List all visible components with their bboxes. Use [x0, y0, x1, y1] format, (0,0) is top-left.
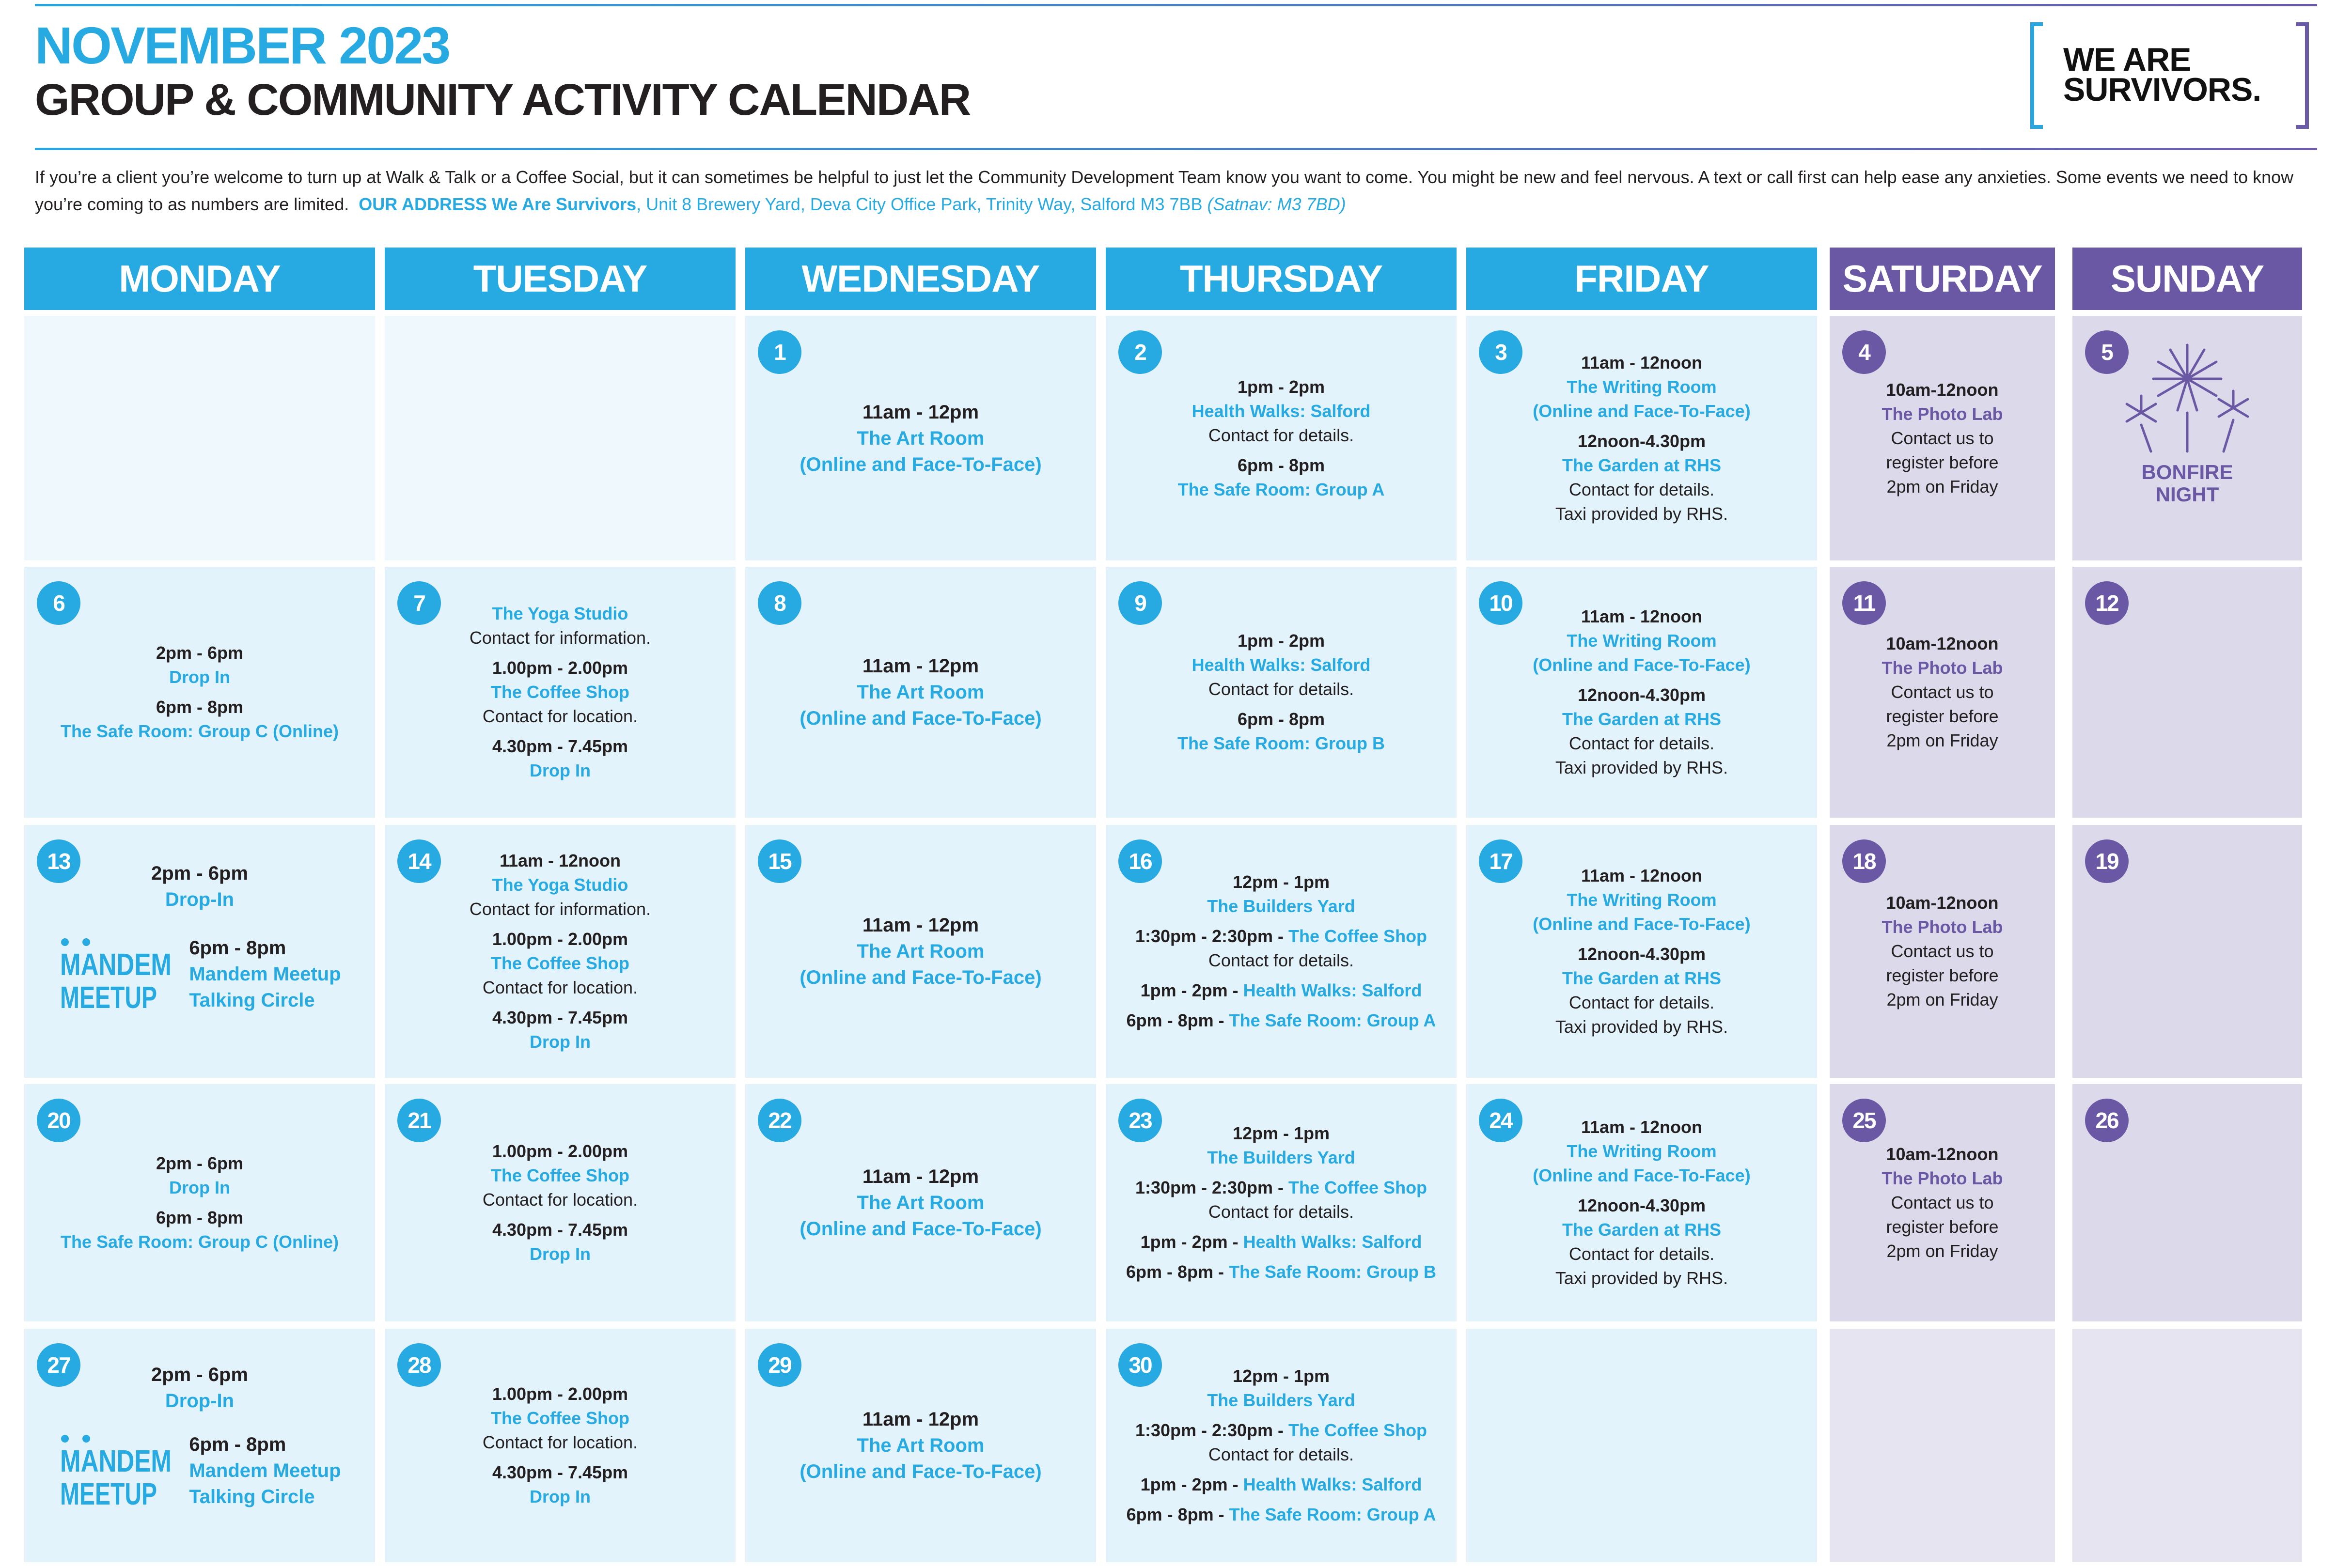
top-rule	[35, 4, 2317, 6]
date-badge: 27	[37, 1343, 80, 1387]
event-venue: The Photo Lab	[1882, 404, 2003, 424]
event-venue: The Safe Room: Group A	[1229, 1010, 1436, 1030]
event-venue: The Photo Lab	[1882, 658, 2003, 678]
event-note: Contact for details.	[1568, 733, 1715, 753]
event-time: 1pm - 2pm	[1237, 376, 1325, 397]
event-note: (Online and Face-To-Face)	[800, 1218, 1042, 1240]
event-time: 2pm - 6pm	[151, 863, 249, 884]
event-venue: The Coffee Shop	[490, 1408, 629, 1428]
date-badge: 13	[37, 839, 80, 883]
event-time: 1pm - 2pm	[1140, 1232, 1228, 1252]
calendar-cell-day-3	[1466, 316, 1817, 560]
event-time: 4.30pm - 7.45pm	[492, 736, 628, 756]
event-time: 12noon-4.30pm	[1577, 944, 1706, 964]
event-note: Taxi provided by RHS.	[1555, 503, 1728, 524]
page-title-month: NOVEMBER 2023	[35, 16, 450, 75]
calendar-cell-day-9	[1106, 567, 1457, 818]
event-separator: -	[1273, 926, 1289, 946]
event-time: 4.30pm - 7.45pm	[492, 1220, 628, 1240]
event-venue: The Garden at RHS	[1562, 1220, 1722, 1240]
calendar-cell-day-30	[1106, 1329, 1457, 1562]
event-venue: The Writing Room	[1567, 890, 1717, 910]
event-note: 2pm on Friday	[1886, 730, 1998, 750]
event-time: 4.30pm - 7.45pm	[492, 1008, 628, 1027]
event-note: Contact for details.	[1208, 950, 1354, 970]
event-time: 1:30pm - 2:30pm	[1135, 1420, 1273, 1440]
event-venue: Mandem Meetup	[189, 1460, 341, 1481]
calendar-cell-day-11	[1830, 567, 2055, 818]
calendar-cell-day-2	[1106, 316, 1457, 560]
event-time: 10am-12noon	[1886, 634, 1999, 653]
date-badge: 19	[2085, 839, 2129, 883]
event-venue: The Photo Lab	[1882, 1168, 2003, 1188]
event-note: Taxi provided by RHS.	[1555, 1268, 1728, 1288]
event-time: 10am-12noon	[1886, 893, 1999, 913]
event-note: (Online and Face-To-Face)	[800, 453, 1042, 475]
date-badge: 4	[1842, 330, 1886, 374]
day-header-sunday: SUNDAY	[2072, 248, 2302, 310]
event-venue: The Art Room	[857, 682, 985, 703]
date-badge: 5	[2085, 330, 2129, 374]
date-badge: 25	[1842, 1099, 1886, 1142]
calendar-cell-day-20	[24, 1084, 375, 1321]
event-time: 11am - 12noon	[1581, 352, 1703, 373]
logo-line-1: WE ARE	[2063, 41, 2191, 78]
event-venue: The Garden at RHS	[1562, 455, 1722, 475]
event-venue: The Coffee Shop	[1288, 1178, 1427, 1197]
event-note: Contact for location.	[482, 706, 638, 726]
event-note: (Online and Face-To-Face)	[1533, 655, 1751, 675]
mandem-logo-line-1: MANDEM	[60, 947, 172, 982]
event-time: 11am - 12noon	[1581, 606, 1703, 626]
event-note: 2pm on Friday	[1886, 1241, 1998, 1261]
calendar-cell-empty	[385, 316, 736, 560]
date-badge: 17	[1479, 839, 1522, 883]
event-time: 1pm - 2pm	[1237, 631, 1325, 651]
event-time: 11am - 12pm	[862, 1409, 979, 1430]
event-time: 1.00pm - 2.00pm	[492, 1141, 628, 1161]
date-badge: 2	[1118, 330, 1162, 374]
satnav-text: (Satnav: M3 7BD)	[1207, 194, 1346, 214]
day-header-monday: MONDAY	[24, 248, 375, 310]
event-note: Contact for information.	[469, 628, 651, 648]
bonfire-label-line-1: BONFIRE	[2141, 461, 2233, 483]
event-separator: -	[1227, 1475, 1243, 1494]
event-time: 11am - 12noon	[1581, 866, 1703, 885]
event-venue: The Art Room	[857, 1192, 985, 1213]
event-note: (Online and Face-To-Face)	[800, 1461, 1042, 1482]
logo-text	[2063, 41, 2261, 108]
event-time: 1:30pm - 2:30pm	[1135, 1178, 1273, 1197]
date-badge: 9	[1118, 581, 1162, 625]
calendar-cell-day-15	[745, 825, 1096, 1078]
event-note: Contact for details.	[1208, 679, 1354, 699]
date-badge: 12	[2085, 581, 2129, 625]
calendar-cell-empty	[24, 316, 375, 560]
logo-left-bracket	[2030, 22, 2043, 129]
event-time: 1.00pm - 2.00pm	[492, 658, 628, 678]
address-label: OUR ADDRESS We Are Survivors	[359, 194, 637, 214]
calendar-cell-day-25	[1830, 1084, 2055, 1321]
mandem-meetup-logo	[58, 935, 174, 1013]
event-venue: Drop In	[530, 761, 591, 780]
event-time: 6pm - 8pm	[1126, 1262, 1214, 1282]
event-separator: -	[1227, 1232, 1243, 1252]
event-time: 12noon-4.30pm	[1577, 685, 1706, 705]
event-venue: Drop In	[530, 1244, 591, 1264]
event-venue: The Writing Room	[1567, 1141, 1717, 1161]
event-time: 11am - 12pm	[862, 915, 979, 936]
event-time: 6pm - 8pm	[189, 937, 286, 959]
header-divider	[35, 148, 2317, 150]
event-note: Contact for location.	[482, 978, 638, 997]
fireworks-icon	[2115, 335, 2260, 456]
day-header-thursday: THURSDAY	[1106, 248, 1457, 310]
calendar-cell-day-19	[2072, 825, 2302, 1078]
page-subtitle: GROUP & COMMUNITY ACTIVITY CALENDAR	[35, 75, 971, 124]
calendar-cell-day-12	[2072, 567, 2302, 818]
event-note: Contact for information.	[469, 899, 651, 919]
calendar-cell-day-16	[1106, 825, 1457, 1078]
event-time: 1pm - 2pm	[1140, 1475, 1228, 1494]
event-venue: Drop In	[169, 667, 230, 687]
event-note: Contact for details.	[1568, 479, 1715, 499]
address-text: , Unit 8 Brewery Yard, Deva City Office Park, Trinity Way, Salford M3 7BB	[636, 194, 1203, 214]
event-venue: The Builders Yard	[1207, 1148, 1355, 1167]
event-note: Contact us to	[1891, 1193, 1994, 1212]
event-note: Taxi provided by RHS.	[1555, 1017, 1728, 1037]
event-time: 10am-12noon	[1886, 1144, 1999, 1164]
mandem-logo-line-2: MEETUP	[60, 1476, 157, 1511]
event-venue: The Garden at RHS	[1562, 709, 1722, 729]
event-note: Contact us to	[1891, 682, 1994, 702]
event-time: 6pm - 8pm	[1237, 709, 1325, 729]
event-time: 11am - 12pm	[862, 401, 979, 423]
event-separator: -	[1213, 1505, 1229, 1524]
event-venue: Health Walks: Salford	[1192, 655, 1371, 675]
date-badge: 30	[1118, 1343, 1162, 1387]
calendar-cell-day-17	[1466, 825, 1817, 1078]
calendar-cell-day-26	[2072, 1084, 2302, 1321]
day-header-saturday: SATURDAY	[1830, 248, 2055, 310]
event-separator: -	[1227, 980, 1243, 1000]
calendar-cell-empty	[2072, 1329, 2302, 1562]
calendar-cell-empty	[1466, 1329, 1817, 1562]
event-time: 6pm - 8pm	[156, 697, 244, 717]
logo-right-bracket	[2296, 22, 2309, 129]
calendar-cell-day-1	[745, 316, 1096, 560]
calendar-cell-day-18	[1830, 825, 2055, 1078]
event-time: 12pm - 1pm	[1232, 1123, 1330, 1143]
event-time: 11am - 12pm	[862, 655, 979, 677]
event-venue: Drop-In	[165, 889, 235, 910]
event-venue: The Art Room	[857, 427, 985, 449]
mandem-meetup-logo	[58, 1432, 174, 1509]
event-venue: The Coffee Shop	[490, 682, 629, 702]
calendar-cell-day-5	[2072, 316, 2302, 560]
event-note: Contact us to	[1891, 428, 1994, 448]
event-venue: The Builders Yard	[1207, 896, 1355, 916]
mandem-logo-line-1: MANDEM	[60, 1444, 172, 1478]
event-time: 12pm - 1pm	[1232, 1366, 1330, 1386]
calendar-cell-day-8	[745, 567, 1096, 818]
date-badge: 29	[758, 1343, 801, 1387]
event-note: (Online and Face-To-Face)	[1533, 914, 1751, 934]
event-time: 12noon-4.30pm	[1577, 431, 1706, 451]
event-time: 6pm - 8pm	[1126, 1505, 1214, 1524]
calendar-cell-day-23	[1106, 1084, 1457, 1321]
event-venue: Health Walks: Salford	[1192, 401, 1371, 421]
we-are-survivors-logo	[2030, 22, 2309, 129]
event-venue: The Safe Room: Group B	[1229, 1262, 1437, 1282]
event-venue: The Art Room	[857, 1435, 985, 1456]
event-venue: The Safe Room: Group B	[1177, 733, 1385, 753]
day-header-wednesday: WEDNESDAY	[745, 248, 1096, 310]
event-note: Contact for location.	[482, 1190, 638, 1210]
event-separator: -	[1273, 1420, 1289, 1440]
event-venue: The Builders Yard	[1207, 1390, 1355, 1410]
event-separator: -	[1213, 1262, 1229, 1282]
date-badge: 3	[1479, 330, 1522, 374]
event-note: Taxi provided by RHS.	[1555, 758, 1728, 777]
event-time: 12noon-4.30pm	[1577, 1195, 1706, 1215]
event-venue: The Safe Room: Group C (Online)	[61, 1232, 339, 1252]
date-badge: 28	[397, 1343, 441, 1387]
date-badge: 20	[37, 1099, 80, 1142]
event-note: (Online and Face-To-Face)	[800, 967, 1042, 988]
event-note: Contact for details.	[1568, 1244, 1715, 1264]
event-venue: The Garden at RHS	[1562, 968, 1722, 988]
calendar-cell-day-4	[1830, 316, 2055, 560]
event-venue: Talking Circle	[189, 1486, 315, 1507]
event-note: (Online and Face-To-Face)	[1533, 1165, 1751, 1185]
event-note: Contact us to	[1891, 941, 1994, 961]
day-header-tuesday: TUESDAY	[385, 248, 736, 310]
event-note: register before	[1886, 706, 1999, 726]
calendar-cell-day-28	[385, 1329, 736, 1562]
event-venue: Drop In	[169, 1178, 230, 1197]
event-venue: The Safe Room: Group A	[1229, 1505, 1436, 1524]
date-badge: 7	[397, 581, 441, 625]
intro-text: If you’re a client you’re welcome to turn up at Walk & Talk or a Coffee Social, but it can sometimes be helpful to just let the Community Development Team know you want to come. You might be new and feel nervous. A text or call first can help ease any anxieties. Some events we need to know you’re coming to as numbers are limited.	[35, 167, 2294, 214]
date-badge: 18	[1842, 839, 1886, 883]
calendar-cell-day-21	[385, 1084, 736, 1321]
event-note: register before	[1886, 1217, 1999, 1237]
event-time: 6pm - 8pm	[1237, 455, 1325, 475]
mandem-logo-line-2: MEETUP	[60, 980, 157, 1015]
event-time: 12pm - 1pm	[1232, 872, 1330, 892]
event-separator: -	[1213, 1010, 1229, 1030]
calendar-cell-day-7	[385, 567, 736, 818]
date-badge: 11	[1842, 581, 1886, 625]
calendar-cell-day-6	[24, 567, 375, 818]
event-note: Contact for details.	[1568, 993, 1715, 1012]
calendar-cell-day-13	[24, 825, 375, 1078]
event-separator: -	[1273, 1178, 1289, 1197]
event-time: 2pm - 6pm	[151, 1364, 249, 1385]
event-time: 10am-12noon	[1886, 379, 1999, 400]
date-badge: 6	[37, 581, 80, 625]
date-badge: 14	[397, 839, 441, 883]
event-venue: The Coffee Shop	[490, 1165, 629, 1185]
event-venue: Drop-In	[165, 1390, 235, 1412]
event-venue: Health Walks: Salford	[1243, 1232, 1422, 1252]
date-badge: 10	[1479, 581, 1522, 625]
event-note: Contact for details.	[1208, 425, 1354, 445]
event-time: 6pm - 8pm	[156, 1208, 244, 1227]
event-note: (Online and Face-To-Face)	[800, 708, 1042, 729]
date-badge: 23	[1118, 1099, 1162, 1142]
event-venue: Drop In	[530, 1032, 591, 1052]
calendar-cell-empty	[1830, 1329, 2055, 1562]
date-badge: 21	[397, 1099, 441, 1142]
bonfire-label-line-2: NIGHT	[2155, 483, 2219, 506]
event-time: 11am - 12noon	[499, 851, 621, 870]
event-venue: The Coffee Shop	[490, 953, 629, 973]
event-venue: Mandem Meetup	[189, 963, 341, 985]
event-time: 11am - 12pm	[862, 1166, 979, 1187]
calendar-cell-day-27	[24, 1329, 375, 1562]
event-note: 2pm on Friday	[1886, 990, 1998, 1009]
calendar-cell-day-29	[745, 1329, 1096, 1562]
event-venue: The Art Room	[857, 941, 985, 962]
event-venue: The Photo Lab	[1882, 917, 2003, 937]
event-venue: The Safe Room: Group A	[1177, 479, 1385, 499]
event-note: (Online and Face-To-Face)	[1533, 401, 1751, 421]
logo-line-2: SURVIVORS.	[2063, 71, 2261, 108]
date-badge: 1	[758, 330, 801, 374]
event-note: Contact for details.	[1208, 1202, 1354, 1222]
calendar-cell-day-10	[1466, 567, 1817, 818]
event-venue: The Writing Room	[1567, 376, 1717, 397]
date-badge: 15	[758, 839, 801, 883]
event-time: 1:30pm - 2:30pm	[1135, 926, 1273, 946]
event-time: 1pm - 2pm	[1140, 980, 1228, 1000]
day-header-friday: FRIDAY	[1466, 248, 1817, 310]
event-note: Contact for location.	[482, 1432, 638, 1452]
calendar-cell-day-22	[745, 1084, 1096, 1321]
date-badge: 24	[1479, 1099, 1522, 1142]
event-time: 2pm - 6pm	[156, 1153, 244, 1173]
event-venue: Talking Circle	[189, 990, 315, 1011]
event-note: register before	[1886, 965, 1999, 985]
event-time: 11am - 12noon	[1581, 1117, 1703, 1137]
date-badge: 8	[758, 581, 801, 625]
event-venue: The Coffee Shop	[1288, 926, 1427, 946]
date-badge: 16	[1118, 839, 1162, 883]
event-venue: Health Walks: Salford	[1243, 1475, 1422, 1494]
event-venue: The Coffee Shop	[1288, 1420, 1427, 1440]
event-venue: Health Walks: Salford	[1243, 980, 1422, 1000]
event-venue: The Safe Room: Group C (Online)	[61, 721, 339, 741]
event-time: 4.30pm - 7.45pm	[492, 1462, 628, 1482]
date-badge: 22	[758, 1099, 801, 1142]
event-time: 2pm - 6pm	[156, 643, 244, 663]
event-venue: The Yoga Studio	[492, 604, 628, 623]
event-venue: The Writing Room	[1567, 631, 1717, 651]
calendar-cell-day-24	[1466, 1084, 1817, 1321]
intro-paragraph	[35, 164, 2312, 218]
event-note: Contact for details.	[1208, 1444, 1354, 1464]
event-time: 1.00pm - 2.00pm	[492, 1384, 628, 1404]
event-venue: Drop In	[530, 1487, 591, 1506]
date-badge: 26	[2085, 1099, 2129, 1142]
event-note: register before	[1886, 452, 1999, 472]
event-note: 2pm on Friday	[1886, 476, 1998, 497]
event-venue: The Yoga Studio	[492, 875, 628, 895]
calendar-cell-day-14	[385, 825, 736, 1078]
event-time: 6pm - 8pm	[1126, 1010, 1214, 1030]
bonfire-night-label	[2142, 461, 2233, 506]
event-time: 1.00pm - 2.00pm	[492, 929, 628, 949]
event-time: 6pm - 8pm	[189, 1434, 286, 1455]
